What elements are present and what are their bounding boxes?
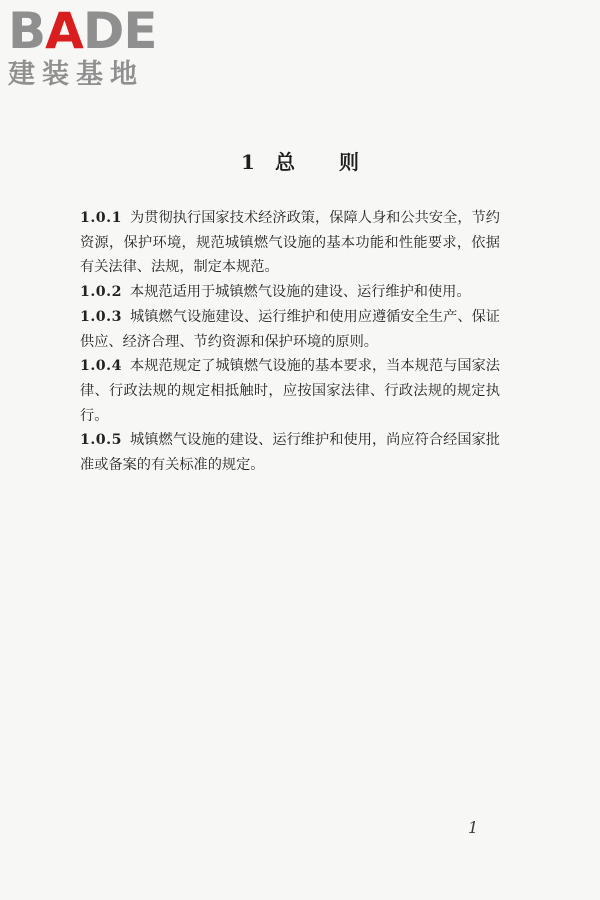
clause-text: 为贯彻执行国家技术经济政策，保障人身和公共安全，节约资源，保护环境，规范城镇燃气设施的基本功能和性能要求，依据有关法律、法规，制定本规范。 [80,210,500,276]
clause-text: 本规范规定了城镇燃气设施的基本要求，当本规范与国家法律、行政法规的规定相抵触时，应按国家法律、行政法规的规定执行。 [80,358,500,424]
logo-letter-a-red: A [45,2,83,60]
logo-letters-de: DE [82,2,157,60]
clause-1-0-4 [80,354,500,428]
clause-number: 1.0.3 [80,308,122,325]
chapter-title [0,148,600,176]
logo-subtitle: 建装基地 [8,59,144,90]
logo-letter-b: B [8,2,46,60]
chapter-title-part1: 总 [274,150,295,174]
clause-1-0-1 [80,206,500,280]
watermark-logo [8,2,178,91]
clause-1-0-3 [80,305,500,354]
clause-number: 1.0.5 [80,432,122,449]
clause-text: 城镇燃气设施建设、运行维护和使用应遵循安全生产、保证供应、经济合理、节约资源和保护环境的原则。 [80,308,500,350]
clause-number: 1.0.1 [80,210,122,226]
clause-text: 城镇燃气设施的建设、运行维护和使用，尚应符合经国家批准或备案的有关标准的规定。 [80,432,500,474]
clause-number: 1.0.4 [80,358,122,375]
clause-1-0-5 [80,428,500,477]
clause-list [80,206,500,478]
chapter-title-part2: 则 [338,150,359,174]
logo-wordmark [8,2,178,60]
clause-number: 1.0.2 [80,284,122,301]
page-number: 1 [468,818,479,837]
chapter-number: 1 [241,150,255,174]
clause-text: 本规范适用于城镇燃气设施的建设、运行维护和使用。 [130,284,471,301]
clause-1-0-2 [80,280,500,305]
